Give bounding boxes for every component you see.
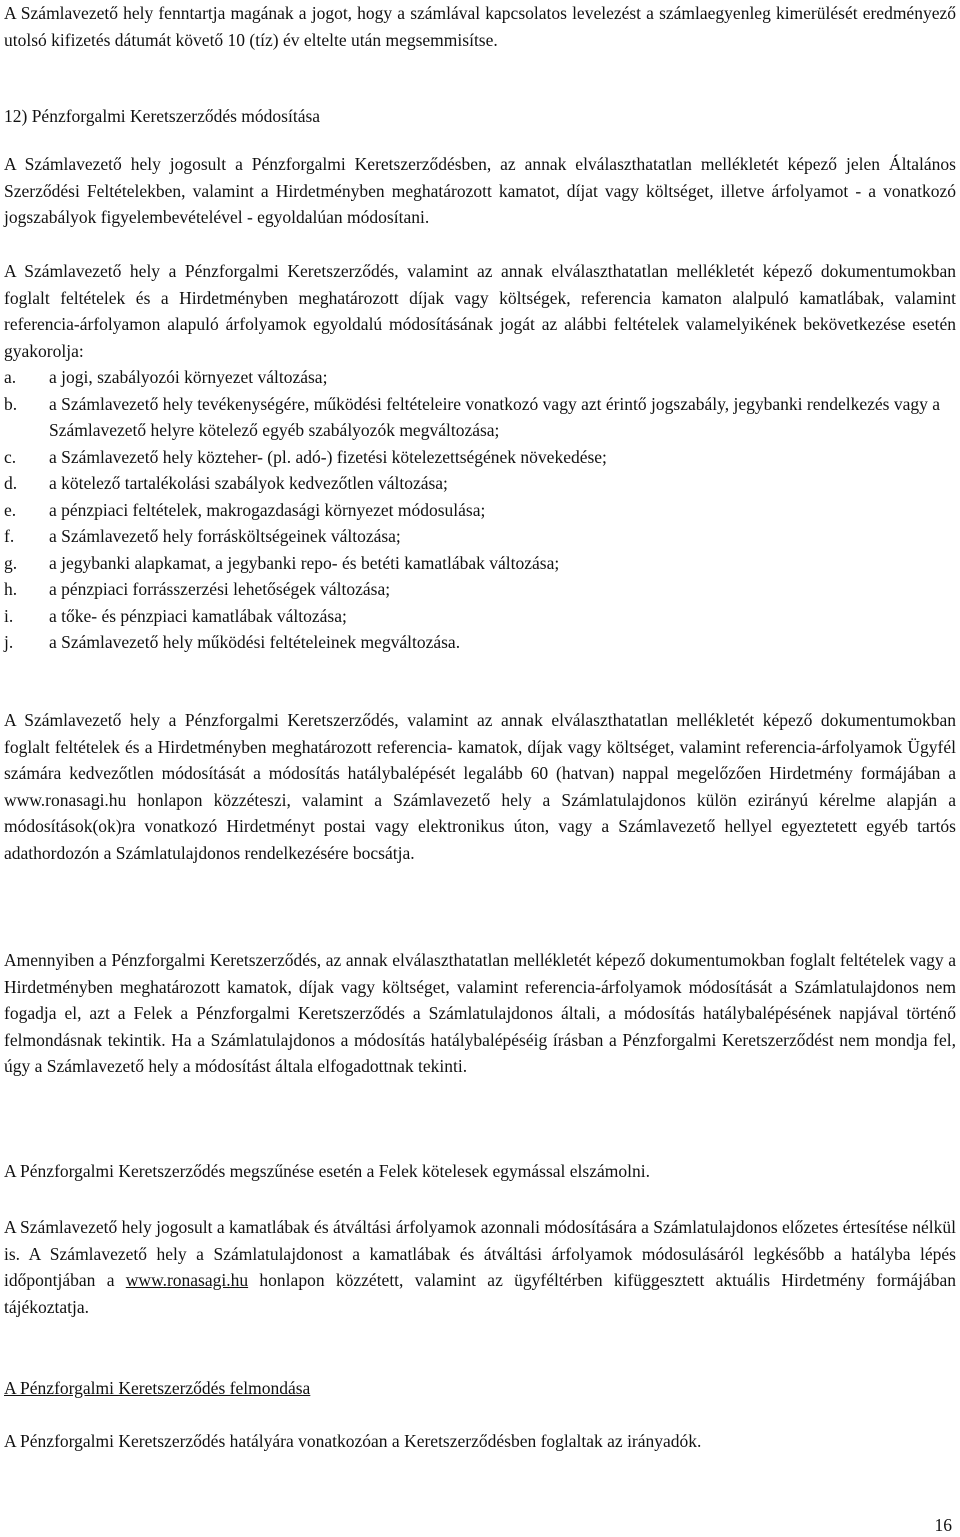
list-item: h. a pénzpiaci forrásszerzési lehetőségek változása; (4, 579, 391, 599)
list-item: f. a Számlavezető hely forrásköltségeinek változása; (4, 526, 401, 546)
modification-right-paragraph: A Számlavezető hely jogosult a Pénzforgalmi Keretszerződésben, az annak elválaszthatatlan mellékletét képező jelen Általános Szerződési Feltételekben, valamint a Hirdetményben meghatározott kamatot, díjat vagy költséget, illetve árfolyamot - a vonatkozó jogszabályok figyelembevételével - egyoldalúan módosítani. (4, 154, 956, 227)
list-item: c. a Számlavezető hely közteher- (pl. adó-) fizetési kötelezettségének növekedése; (4, 446, 607, 467)
list-item: j. a Számlavezető hely működési feltételeinek megváltozása. (4, 632, 461, 652)
rate-change-paragraph: A Számlavezető hely jogosult a kamatlábak és átváltási árfolyamok azonnali módosítására a Számlatulajdonos előzetes értesítése nélkül is. A Számlavezető hely a Számlatulajdonost a kamatlábak és átváltási árfolyamok módosulásáról legkésőbb a hatályba lépés időpontjában a www.ronasagi.hu honlapon közzétett, valamint az ügyféltérben kifüggesztett aktuális Hirdetmény formájában tájékoztatja. (4, 1217, 956, 1317)
section-heading-12: 12) Pénzforgalmi Keretszerződés módosítása (4, 106, 321, 126)
termination-paragraph: A Pénzforgalmi Keretszerződés hatályára vonatkozóan a Keretszerződésben foglaltak az irányadók. (4, 1431, 702, 1451)
conditions-list (4, 364, 956, 656)
list-item: g. a jegybanki alapkamat, a jegybanki repo- és betéti kamatlábak változása; (4, 552, 560, 573)
list-item: b. a Számlavezető hely tevékenységére, működési feltételeire vonatkozó vagy azt érintő jogszabály, jegybanki rendelkezés vagy a Számlavezető helyre kötelező egyéb szabályozók megváltozása; (4, 393, 940, 440)
page-number: 16 (934, 1515, 952, 1535)
modification-conditions-paragraph: A Számlavezető hely a Pénzforgalmi Keretszerződés, valamint az annak elválaszthatatlan mellékletét képező dokumentumokban foglalt feltételek és a Hirdetményben meghatározott díjak vagy költségek, referencia kamaton alalpuló kamatlábak, valamint referencia-árfolyamon alapuló árfolyamok egyoldalú módosításának jogát az alábbi feltételek valamelyikének bekövetkezése esetén gyakorolja: (4, 261, 956, 361)
list-item: a. a jogi, szabályozói környezet változása; (4, 367, 328, 387)
website-link[interactable]: www.ronasagi.hu (125, 1270, 249, 1290)
list-item: e. a pénzpiaci feltételek, makrogazdasági környezet módosulása; (4, 499, 486, 520)
settlement-paragraph: A Pénzforgalmi Keretszerződés megszűnése esetén a Felek kötelesek egymással elszámolni. (4, 1161, 650, 1181)
section-heading-termination: A Pénzforgalmi Keretszerződés felmondása (4, 1378, 311, 1398)
rejection-paragraph: Amennyiben a Pénzforgalmi Keretszerződés, az annak elválaszthatatlan mellékletét képező dokumentumokban foglalt feltételek vagy a Hirdetményben meghatározott kamatok, díjak vagy költséget, valamint referencia-árfolyamok módosítását a Számlatulajdonos nem fogadja el, azt a Felek a Pénzforgalmi Keretszerződés a Számlatulajdonos általi, a módosítás hatálybalépésének napjával történő felmondásnak tekintik. Ha a Számlatulajdonos a módosítás hatálybalépéséig írásban a Pénzforgalmi Keretszerződést nem mondja fel, úgy a Számlavezető hely a módosítást általa elfogadottnak tekinti. (4, 950, 956, 1076)
unfavorable-change-notice-paragraph: A Számlavezető hely a Pénzforgalmi Keretszerződés, valamint az annak elválaszthatatlan mellékletét képező dokumentumokban foglalt feltételek és a Hirdetményben meghatározott referencia- kamatok, díjak vagy költséget, valamint referencia-árfolyamok Ügyfél számára kedvezőtlen módosítását a módosítás hatálybalépését legalább 60 (hatvan) nappal megelőzően Hirdetmény formájában a www.ronasagi.hu honlapon közzéteszi, valamint a Számlavezető hely a Számlatulajdonos külön ezirányú kérelme alapján a módosítások(ok)ra vonatkozó Hirdetményt postai vagy elektronikus úton, vagy a Számlavezető hellyel egyeztetett egyéb tartós adathordozón a Számlatulajdonos rendelkezésére bocsátja. (4, 710, 956, 863)
list-item: d. a kötelező tartalékolási szabályok kedvezőtlen változása; (4, 473, 448, 493)
list-item: i. a tőke- és pénzpiaci kamatlábak változása; (4, 605, 347, 626)
retention-paragraph: A Számlavezető hely fenntartja magának a jogot, hogy a számlával kapcsolatos levelezést a számlaegyenleg kimerülését eredményező utolsó kifizetés dátumát követő 10 (tíz) év eltelte után megsemmisítse. (4, 3, 956, 50)
